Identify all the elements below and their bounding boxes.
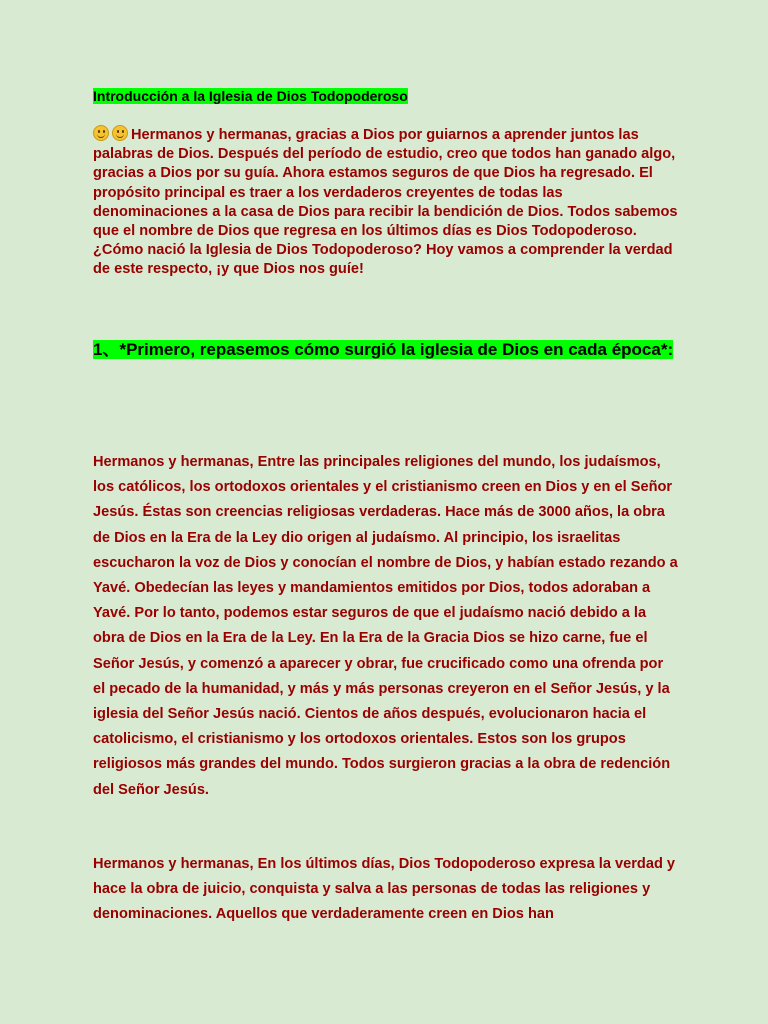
intro-paragraph xyxy=(93,125,678,280)
slightly-smiling-face-icon xyxy=(93,125,109,141)
document-title-text: Introducción a la Iglesia de Dios Todopoderoso xyxy=(93,88,408,104)
slightly-smiling-face-icon xyxy=(112,125,128,141)
body-paragraph-1: Hermanos y hermanas, Entre las principales religiones del mundo, los judaísmos, los católicos, los ortodoxos orientales y el cristianismo creen en Dios y en el Señor Jesús. Éstas son creencias religiosas verdaderas. Hace más de 3000 años, la obra de Dios en la Era de la Ley dio origen al judaísmo. Al principio, los israelitas escucharon la voz de Dios y conocían el nombre de Dios, y habían estado rezando a Yavé. Obedecían las leyes y mandamientos emitidos por Dios, todos adoraban a Yavé. Por lo tanto, podemos estar seguros de que el judaísmo nació debido a la obra de Dios en la Era de la Ley. En la Era de la Gracia Dios se hizo carne, fue el Señor Jesús, y comenzó a aparecer y obrar, fue crucificado como una ofrenda por el pecado de la humanidad, y más y más personas creyeron en el Señor Jesús, y la iglesia del Señor Jesús nació. Cientos de años después, evolucionaron hacia el catolicismo, el cristianismo y los ortodoxos orientales. Estos son los grupos religiosos más grandes del mundo. Todos surgieron gracias a la obra de redención del Señor Jesús. xyxy=(93,454,678,798)
body-paragraph-2: Hermanos y hermanas, En los últimos días, Dios Todopoderoso expresa la verdad y hace la obra de juicio, conquista y salva a las personas de todas las religiones y denominaciones. Aquellos que verdaderamente creen en Dios han xyxy=(93,856,676,923)
section-heading xyxy=(93,338,678,361)
document-title xyxy=(93,87,408,105)
intro-text: Hermanos y hermanas, gracias a Dios por guiarnos a aprender juntos las palabras de Dios. Después del período de estudio, creo que todos han ganado algo, gracias a Dios por su guía. Ahora estamos seguros de que Dios ha regresado. El propósito principal es traer a los verdaderos creyentes de todas las denominaciones a la casa de Dios para recibir la bendición de Dios. Todos sabemos que el nombre de Dios que regresa en los últimos días es Dios Todopoderoso. ¿Cómo nació la Iglesia de Dios Todopoderoso? Hoy vamos a comprender la verdad de este respecto, ¡y que Dios nos guíe! xyxy=(93,127,678,278)
section-heading-text: 1、*Primero, repasemos cómo surgió la iglesia de Dios en cada época*: xyxy=(93,340,674,359)
